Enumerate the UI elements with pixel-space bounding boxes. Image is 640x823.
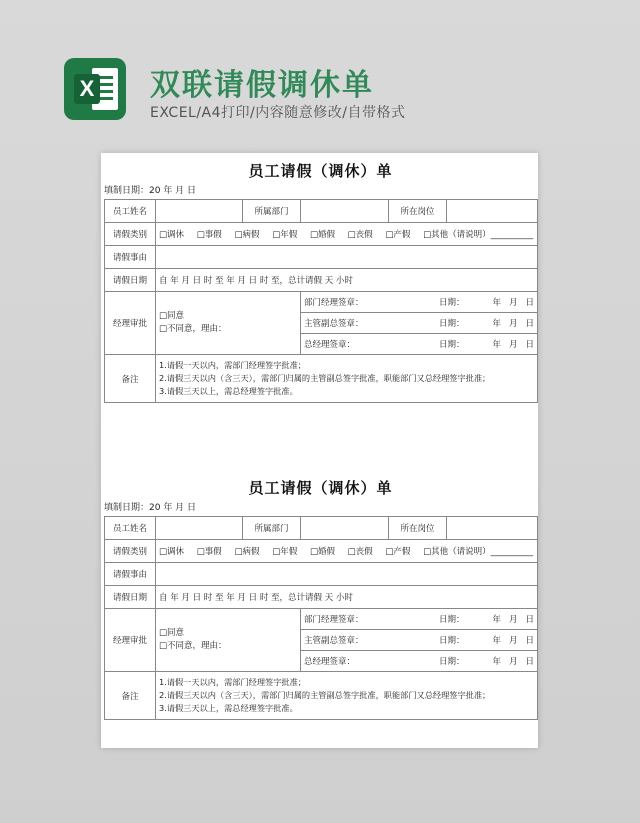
- row-type: [105, 540, 538, 563]
- name-field[interactable]: [156, 517, 243, 540]
- sign-vp[interactable]: [301, 630, 538, 651]
- sign1-label: 部门经理签章：: [304, 615, 364, 625]
- row-type: [105, 223, 538, 246]
- excel-letter: X: [74, 74, 100, 104]
- row-reason: [105, 246, 538, 269]
- type-label: 请假类别: [105, 223, 156, 246]
- form-title: 员工请假（调休）单: [248, 479, 393, 497]
- checkbox-chanjia[interactable]: □产假: [385, 547, 411, 557]
- agree-checkbox[interactable]: □同意: [159, 628, 185, 638]
- form-table: [104, 516, 538, 720]
- note-3: 3.请假三天以上，需总经理签字批准。: [159, 703, 298, 713]
- disagree-checkbox[interactable]: □不同意，理由：: [159, 641, 227, 651]
- note-1: 1.请假一天以内，需部门经理签字批准；: [159, 360, 306, 370]
- row-approval-1: [105, 609, 538, 630]
- sign2-date: 日期： 年 月 日: [438, 319, 534, 329]
- checkbox-shijia[interactable]: □事假: [196, 547, 222, 557]
- post-label: 所在岗位: [389, 200, 447, 223]
- checkbox-chanjia[interactable]: □产假: [385, 230, 411, 240]
- row-date: [105, 586, 538, 609]
- sign2-label: 主管副总签章：: [304, 319, 364, 329]
- type-options: [156, 540, 538, 563]
- checkbox-bingjia[interactable]: □病假: [234, 230, 260, 240]
- checkbox-bingjia[interactable]: □病假: [234, 547, 260, 557]
- note-1: 1.请假一天以内，需部门经理签字批准；: [159, 677, 306, 687]
- approval-label: 经理审批: [105, 292, 156, 355]
- dept-field[interactable]: [301, 517, 389, 540]
- sign-vp[interactable]: [301, 313, 538, 334]
- page-title: 双联请假调休单: [150, 68, 374, 103]
- checkbox-nianjia[interactable]: □年假: [272, 547, 298, 557]
- notes-label: 备注: [105, 355, 156, 403]
- note-2: 2.请假三天以内（含三天），需部门归属的主管副总签字批准，职能部门又总经理签字批准；: [159, 373, 491, 383]
- sign-dept-manager[interactable]: [301, 292, 538, 313]
- leave-form-2: [104, 476, 537, 720]
- approval-label: 经理审批: [105, 609, 156, 672]
- note-3: 3.请假三天以上，需总经理签字批准。: [159, 386, 298, 396]
- post-label: 所在岗位: [389, 517, 447, 540]
- dept-label: 所属部门: [243, 200, 301, 223]
- type-options: [156, 223, 538, 246]
- fill-date: 填制日期：20 年 月 日: [104, 503, 197, 513]
- checkbox-nianjia[interactable]: □年假: [272, 230, 298, 240]
- name-label: 员工姓名: [105, 517, 156, 540]
- header: [64, 58, 624, 128]
- sign-gm[interactable]: [301, 651, 538, 672]
- name-label: 员工姓名: [105, 200, 156, 223]
- approval-decision: [156, 292, 301, 355]
- fill-date: 填制日期：20 年 月 日: [104, 186, 197, 196]
- checkbox-hunjia[interactable]: □婚假: [309, 547, 335, 557]
- sign2-date: 日期： 年 月 日: [438, 636, 534, 646]
- reason-label: 请假事由: [105, 563, 156, 586]
- notes-content: [156, 672, 538, 720]
- sign1-date: 日期： 年 月 日: [438, 298, 534, 308]
- date-range[interactable]: 自 年 月 日 时 至 年 月 日 时 至，总计请假 天 小时: [156, 269, 538, 292]
- checkbox-tiaoxiu[interactable]: □调休: [159, 230, 185, 240]
- notes-content: [156, 355, 538, 403]
- sign-gm[interactable]: [301, 334, 538, 355]
- row-date: [105, 269, 538, 292]
- checkbox-sangjia[interactable]: □丧假: [347, 230, 373, 240]
- row-reason: [105, 563, 538, 586]
- agree-checkbox[interactable]: □同意: [159, 311, 185, 321]
- date-label: 请假日期: [105, 586, 156, 609]
- post-field[interactable]: [447, 200, 538, 223]
- row-name: [105, 200, 538, 223]
- sign3-date: 日期： 年 月 日: [438, 657, 534, 667]
- reason-field[interactable]: [156, 246, 538, 269]
- row-notes: [105, 672, 538, 720]
- checkbox-sangjia[interactable]: □丧假: [347, 547, 373, 557]
- document-paper: [101, 153, 538, 748]
- type-label: 请假类别: [105, 540, 156, 563]
- row-approval-1: [105, 292, 538, 313]
- leave-form-1: [104, 159, 537, 403]
- form-table: [104, 199, 538, 403]
- checkbox-other[interactable]: □其他（请说明）__________: [423, 547, 534, 557]
- checkbox-shijia[interactable]: □事假: [196, 230, 222, 240]
- approval-decision: [156, 609, 301, 672]
- sign3-label: 总经理签章：: [304, 340, 356, 350]
- sign-dept-manager[interactable]: [301, 609, 538, 630]
- date-label: 请假日期: [105, 269, 156, 292]
- excel-icon: [64, 58, 126, 120]
- reason-field[interactable]: [156, 563, 538, 586]
- sign3-label: 总经理签章：: [304, 657, 356, 667]
- sign3-date: 日期： 年 月 日: [438, 340, 534, 350]
- row-notes: [105, 355, 538, 403]
- name-field[interactable]: [156, 200, 243, 223]
- form-title: 员工请假（调休）单: [248, 162, 393, 180]
- post-field[interactable]: [447, 517, 538, 540]
- row-name: [105, 517, 538, 540]
- checkbox-hunjia[interactable]: □婚假: [309, 230, 335, 240]
- notes-label: 备注: [105, 672, 156, 720]
- sign2-label: 主管副总签章：: [304, 636, 364, 646]
- sign1-label: 部门经理签章：: [304, 298, 364, 308]
- reason-label: 请假事由: [105, 246, 156, 269]
- date-range[interactable]: 自 年 月 日 时 至 年 月 日 时 至，总计请假 天 小时: [156, 586, 538, 609]
- sign1-date: 日期： 年 月 日: [438, 615, 534, 625]
- dept-label: 所属部门: [243, 517, 301, 540]
- checkbox-tiaoxiu[interactable]: □调休: [159, 547, 185, 557]
- checkbox-other[interactable]: □其他（请说明）__________: [423, 230, 534, 240]
- dept-field[interactable]: [301, 200, 389, 223]
- note-2: 2.请假三天以内（含三天），需部门归属的主管副总签字批准，职能部门又总经理签字批准；: [159, 690, 491, 700]
- page-subtitle: EXCEL/A4打印/内容随意修改/自带格式: [150, 105, 406, 121]
- disagree-checkbox[interactable]: □不同意，理由：: [159, 324, 227, 334]
